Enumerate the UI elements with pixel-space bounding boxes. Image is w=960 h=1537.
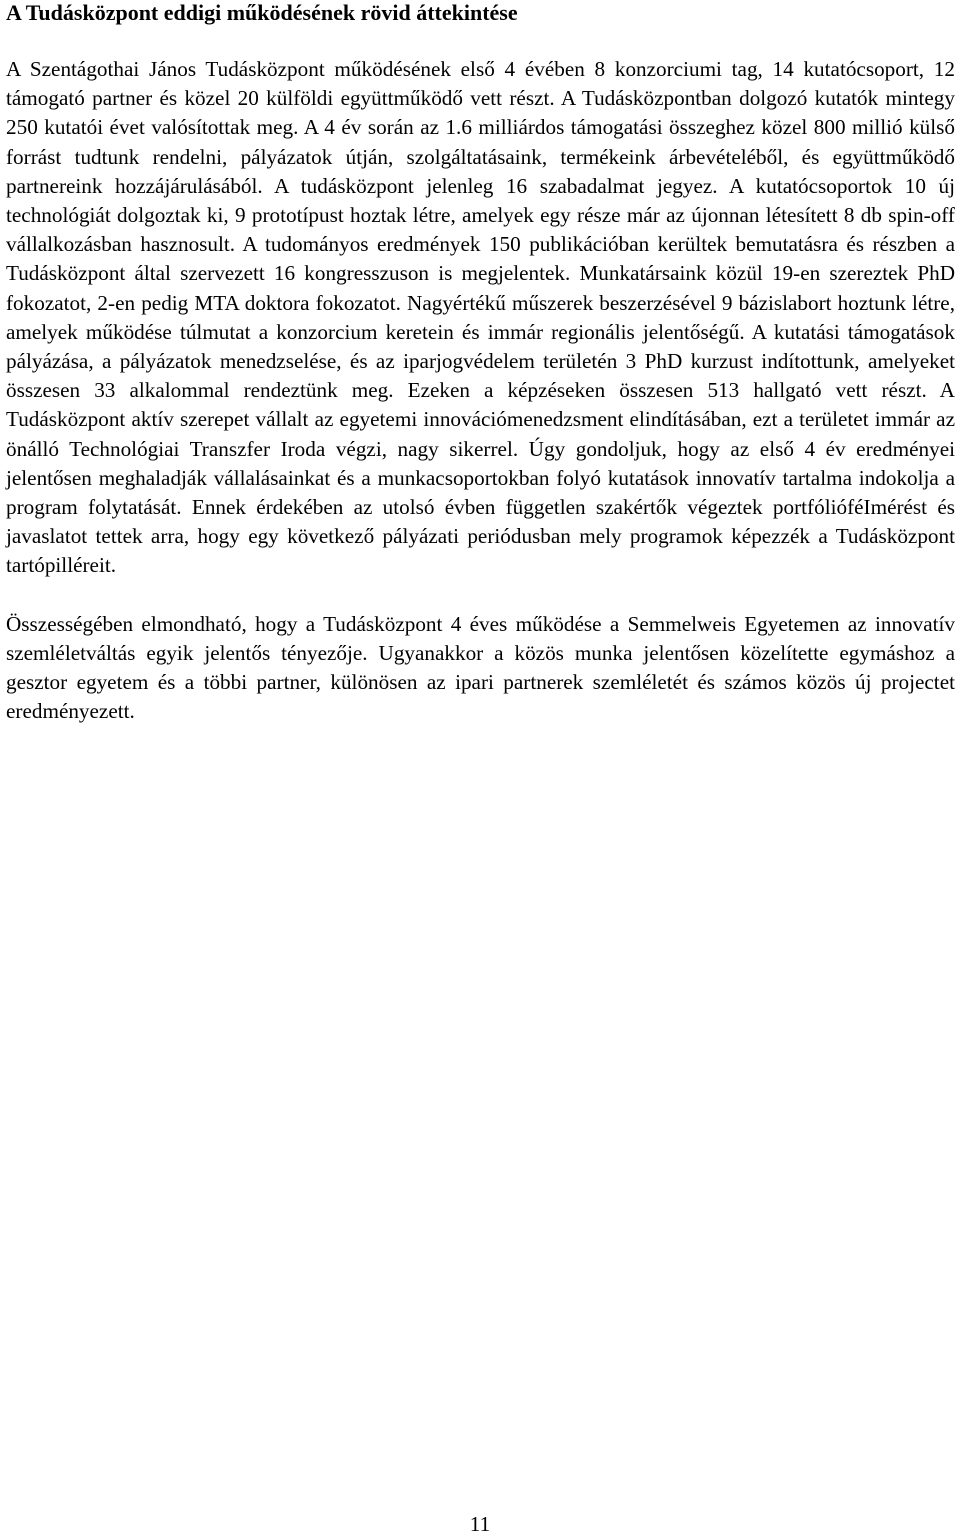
document-page (6, 0, 955, 726)
body-paragraph-2: Összességében elmondható, hogy a Tudásközpont 4 éves működése a Semmelweis Egyetemen az innovatív szemléletváltás egyik jelentős tényezője. Ugyanakkor a közös munka jelentősen közelítette egymáshoz a gesztor egyetem és a többi partner, különösen az ipari partnerek szemléletét és számos közös új projectet eredményezett. (6, 611, 955, 724)
section-title: A Tudásközpont eddigi működésének rövid áttekintése (6, 0, 518, 25)
page-number: 11 (469, 1512, 491, 1536)
body-paragraph-1: A Szentágothai János Tudásközpont működésének első 4 évében 8 konzorciumi tag, 14 kutatócsoport, 12 támogató partner és közel 20 külföldi együttműködő vett részt. A Tudásközpontban dolgozó kutatók mintegy 250 kutatói évet valósítottak meg. A 4 év során az 1.6 milliárdos támogatási összeghez közel 800 millió külső forrást tudtunk rendelni, pályázatok útján, szolgáltatásaink, termékeink árbevételéből, és együttműködő partnereink hozzájárulásából. A tudásközpont jelenleg 16 szabadalmat jegyez. A kutatócsoportok 10 új technológiát dolgoztak ki, 9 prototípust hoztak létre, amelyek egy része már az újonnan létesített 8 db spin-off vállalkozásban hasznosult. A tudományos eredmények 150 publikációban kerültek bemutatásra és részben a Tudásközpont által szervezett 16 kongresszuson is megjelentek. Munkatársaink közül 19-en szereztek PhD fokozatot, 2-en pedig MTA doktora fokozatot. Nagyértékű műszerek beszerzésével 9 bázislabort hoztunk létre, amelyek működése túlmutat a konzorcium keretein és immár regionális jelentőségű. A kutatási támogatások pályázása, a pályázatok menedzselése, és az iparjogvédelem területén 3 PhD kurzust indítottunk, amelyeket összesen 33 alkalommal rendeztünk meg. Ezeken a képzéseken összesen 513 hallgató vett részt. A Tudásközpont aktív szerepet vállalt az egyetemi innovációmenedzsment elindításában, ezt a területet immár az önálló Technológiai Transzfer Iroda végzi, nagy sikerrel. Úgy gondoljuk, hogy az első 4 év eredményei jelentősen meghaladják vállalásainkat és a munkacsoportokban folyó kutatások innovatív tartalma indokolja a program folytatását. Ennek érdekében az utolsó évben független szakértők végeztek portfólióféImérést és javaslatot tettek arra, hogy egy következő pályázati periódusban mely programok képezzék a Tudásközpont tartópilléreit. (6, 57, 955, 578)
